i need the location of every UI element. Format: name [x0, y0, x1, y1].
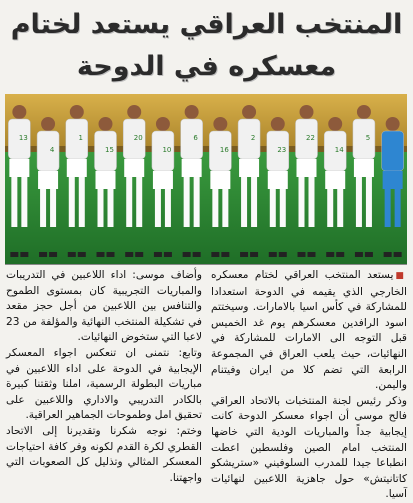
paragraph	[6, 268, 202, 346]
shirt-number: 2	[250, 134, 256, 142]
headline-line-2: معسكره في الدوحة	[76, 51, 337, 82]
paragraph	[211, 394, 407, 503]
paragraph-text: وتابع: نتمنى ان تنعكس اجواء المعسكر الإيجابية في الدوحة على اداء اللاعبين في مباريات البطولة الرسمية، املنا وثقتنا كبيرة بالكادر التدريبي والاداري واللاعبين على تحقيق امل وطموحات الجماهير العراقية.	[6, 346, 202, 422]
headline-line-1: المنتخب العراقي يستعد لختام	[10, 9, 403, 40]
paragraph-text: يستعد المنتخب العراقي لختام معسكره الخارجي الذي يقيمه في الدوحة استعدادا للمشاركة في كأس اسيا بالامارات. وسيختتم اسود الرافدين معسكرهم يوم غد الخميس قبل التوجه الى الامارات للمشاركة في النهائيات، حيث يلعب العراق في المجموعة الرابعة التي تضم كلا من ايران وفيتنام واليمن.	[211, 269, 407, 392]
paragraph-text: وأضاف موسى: اداء اللاعبين في التدريبات والمباريات التجريبية كان بمستوى الطموح والتنافس بين اللاعبين من أجل حجز مقعد في تشكيلة المنتخب النهائية والمؤلفة من 23 لاعبا التي ستخوض النهائيات.	[6, 269, 202, 344]
paragraph	[211, 268, 407, 394]
shirt-number: 22	[306, 134, 315, 142]
shirt-number: 6	[193, 134, 198, 142]
team-photo-illustration	[5, 94, 407, 264]
shirt-number: 13	[18, 134, 28, 142]
paragraph-text: وذكر رئيس لجنة المنتخبات بالاتحاد العراقي فالح موسى أن اجواء معسكر الدوحة كانت إيجابية جداً والمباريات الودية التي خاضها المنتخب امام الصين وفلسطين اعطت انطباعا جيدا للمدرب السلوفيني «ستريشكو كاتانيتش» حول جاهزية اللاعبين لنهائيات آسيا.	[211, 394, 407, 501]
shirt-number: 15	[105, 146, 114, 154]
team-photo	[5, 94, 407, 265]
paragraph-text: وختم: نوجه شكرنا وتقديرنا إلى الاتحاد القطري لكرة القدم لكونه وفر كافة احتياجات المعسكر المثالي وتذليل كل الصعوبات التي واجهتنا.	[6, 424, 202, 484]
shirt-number: 4	[49, 146, 55, 154]
paragraph	[6, 346, 202, 424]
shirt-number: 1	[78, 134, 84, 142]
article-column-left	[6, 268, 202, 486]
shirt-number: 16	[219, 146, 229, 154]
pitch	[5, 152, 407, 264]
bullet-icon: ■	[395, 271, 407, 281]
paragraph	[6, 424, 202, 486]
shirt-number: 14	[334, 146, 344, 154]
shirt-number: 20	[133, 134, 143, 142]
shirt-number: 5	[365, 134, 371, 142]
shirt-number: 10	[162, 146, 172, 154]
stadium-stands	[5, 94, 407, 152]
headline	[6, 4, 407, 94]
article-column-right	[211, 268, 407, 503]
shirt-number: 23	[277, 146, 287, 154]
article-body	[6, 268, 407, 501]
